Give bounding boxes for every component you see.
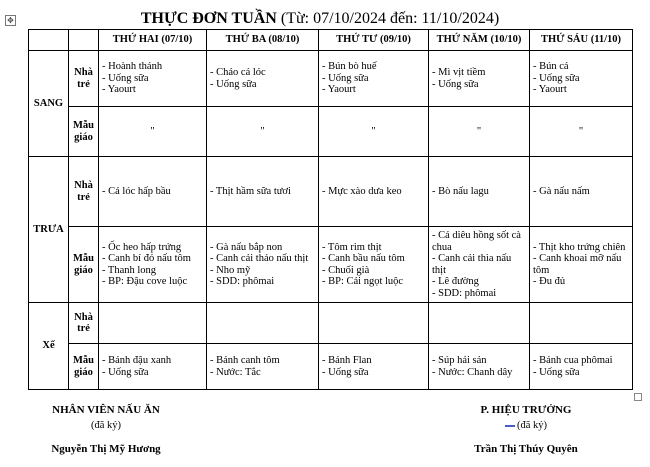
dish: - Uống sữa (533, 366, 580, 378)
group-label-nha-tre: Nhà trẻ (69, 303, 99, 344)
day-header: THỨ HAI (07/10) (99, 30, 207, 51)
dish: - Uống sữa (102, 72, 149, 84)
table-row (29, 344, 633, 390)
menu-cell[interactable] (319, 51, 429, 107)
signature-status-text: (đã ký) (516, 420, 548, 431)
table-row (29, 227, 633, 303)
menu-cell-empty[interactable] (429, 303, 530, 344)
dish: - Cá diêu hồng sốt cà chua (432, 230, 521, 253)
dish: - Đu đủ (533, 276, 566, 287)
menu-cell[interactable] (207, 157, 319, 227)
day-header: THỨ NĂM (10/10) (429, 30, 530, 51)
dish: - Nước: Tắc (210, 366, 261, 378)
menu-cell-ditto[interactable]: " (319, 107, 429, 157)
dish: - Yaourt (533, 84, 567, 96)
signature-status: (đã ký) (90, 420, 122, 431)
signature-name: Trần Thị Thúy Quyên (474, 443, 578, 455)
title-date-range: (Từ: 07/10/2024 đến: 11/10/2024) (280, 10, 500, 27)
title-main: THỰC ĐƠN TUẦN (140, 10, 277, 27)
menu-cell[interactable] (530, 227, 633, 303)
dish: - Uống sữa (322, 366, 369, 378)
dish: - Canh cải thảo nấu thịt (210, 253, 309, 264)
menu-cell-empty[interactable] (99, 303, 207, 344)
menu-cell[interactable] (319, 227, 429, 303)
menu-cell[interactable] (429, 344, 530, 390)
menu-cell[interactable] (530, 344, 633, 390)
meal-label-sang: SANG (29, 51, 69, 157)
table-row (29, 157, 633, 227)
table-row (29, 51, 633, 107)
table-resize-handle[interactable] (634, 393, 642, 401)
table-row (29, 303, 633, 344)
menu-cell[interactable] (429, 51, 530, 107)
dish: - Uống sữa (533, 72, 580, 84)
dish: - SDD: phômai (432, 287, 497, 299)
table-move-handle[interactable]: ✥ (5, 15, 16, 26)
dish: - BP: Đậu cove luộc (102, 276, 188, 287)
header-row (29, 30, 633, 51)
dish: - Canh cải thìa nấu thịt (432, 253, 512, 276)
dish: - Gà nấu nấm (533, 185, 590, 197)
dish: - Uống sữa (102, 366, 149, 378)
day-header: THỨ SÁU (11/10) (530, 30, 633, 51)
dish: - Nho mỹ (210, 264, 251, 276)
menu-cell-ditto[interactable]: " (99, 107, 207, 157)
menu-cell-ditto[interactable]: " (207, 107, 319, 157)
dish: - Tôm rim thịt (322, 241, 382, 253)
dish: - Súp hải sản (432, 355, 487, 366)
dish: - Canh bí đỏ nấu tôm (102, 253, 191, 264)
signature-name: Nguyễn Thị Mỹ Hương (51, 443, 161, 455)
group-label-mau-giao: Mẫu giáo (69, 344, 99, 390)
group-label-mau-giao: Mẫu giáo (69, 107, 99, 157)
menu-cell-ditto[interactable]: " (429, 107, 530, 157)
dish: - Yaourt (322, 84, 356, 96)
menu-cell[interactable] (429, 157, 530, 227)
menu-cell-empty[interactable] (207, 303, 319, 344)
day-header: THỨ BA (08/10) (207, 30, 319, 51)
dish: - Uống sữa (322, 72, 369, 84)
dish: - Canh khoai mỡ nấu tôm (533, 253, 622, 276)
dish: - Cá lóc hấp bầu (102, 185, 171, 197)
group-label-nha-tre: Nhà trẻ (69, 157, 99, 227)
menu-cell[interactable] (319, 157, 429, 227)
dish: - Bánh đậu xanh (102, 355, 172, 366)
corner-cell (69, 30, 99, 51)
dish: - Uống sữa (210, 78, 257, 90)
dish: - Chuối già (322, 264, 370, 276)
signature-block-vice-principal (456, 403, 596, 457)
menu-cell[interactable] (99, 51, 207, 107)
dish: - Bánh canh tôm (210, 355, 280, 366)
dish: - Ốc heo hấp trứng (102, 241, 182, 253)
meal-label-xe: Xế (29, 303, 69, 390)
day-header: THỨ TƯ (09/10) (319, 30, 429, 51)
edit-mark-icon (505, 425, 515, 427)
menu-cell[interactable] (530, 51, 633, 107)
dish: - Mì vịt tiềm (432, 67, 486, 78)
dish: - Bánh cua phômai (533, 355, 613, 366)
menu-cell[interactable] (207, 51, 319, 107)
dish: - SDD: phômai (210, 276, 275, 287)
page-title (0, 10, 640, 28)
dish: - Lê đường (432, 276, 479, 287)
group-label-nha-tre: Nhà trẻ (69, 51, 99, 107)
dish: - Thịt hầm sữa tươi (210, 185, 291, 197)
dish: - Hoành thánh (102, 61, 163, 73)
dish: - Yaourt (102, 84, 136, 96)
menu-cell[interactable] (99, 157, 207, 227)
menu-cell[interactable] (429, 227, 530, 303)
dish: - Bún bò huế (322, 61, 377, 73)
dish: - Gà nấu bắp non (210, 241, 283, 253)
dish: - Thịt kho trứng chiên (533, 241, 626, 253)
signature-role: NHÂN VIÊN NẤU ĂN (52, 404, 160, 416)
signature-status (456, 418, 596, 433)
dish: - Thanh long (102, 264, 157, 276)
weekly-menu-table (28, 29, 633, 390)
dish: - Bánh Flan (322, 355, 372, 366)
dish: - Bò nấu lagu (432, 185, 489, 197)
meal-label-trua: TRƯA (29, 157, 69, 303)
menu-cell-empty[interactable] (530, 303, 633, 344)
menu-cell-empty[interactable] (319, 303, 429, 344)
menu-cell[interactable] (530, 157, 633, 227)
signature-role: P. HIỆU TRƯỞNG (480, 404, 572, 416)
signature-block-cook (36, 403, 176, 457)
dish: - Cháo cá lóc (210, 67, 266, 78)
menu-cell[interactable] (99, 227, 207, 303)
menu-cell[interactable] (207, 227, 319, 303)
dish: - Nước: Chanh dây (432, 366, 513, 378)
menu-cell[interactable] (99, 344, 207, 390)
group-label-mau-giao: Mẫu giáo (69, 227, 99, 303)
dish: - Mực xào dưa keo (322, 185, 402, 197)
menu-cell-ditto[interactable]: " (530, 107, 633, 157)
corner-cell (29, 30, 69, 51)
dish: - Canh bầu nấu tôm (322, 253, 405, 264)
menu-cell[interactable] (207, 344, 319, 390)
menu-cell[interactable] (319, 344, 429, 390)
dish: - Bún cá (533, 61, 569, 73)
dish: - BP: Cải ngọt luộc (322, 276, 404, 287)
table-row (29, 107, 633, 157)
dish: - Uống sữa (432, 78, 479, 90)
